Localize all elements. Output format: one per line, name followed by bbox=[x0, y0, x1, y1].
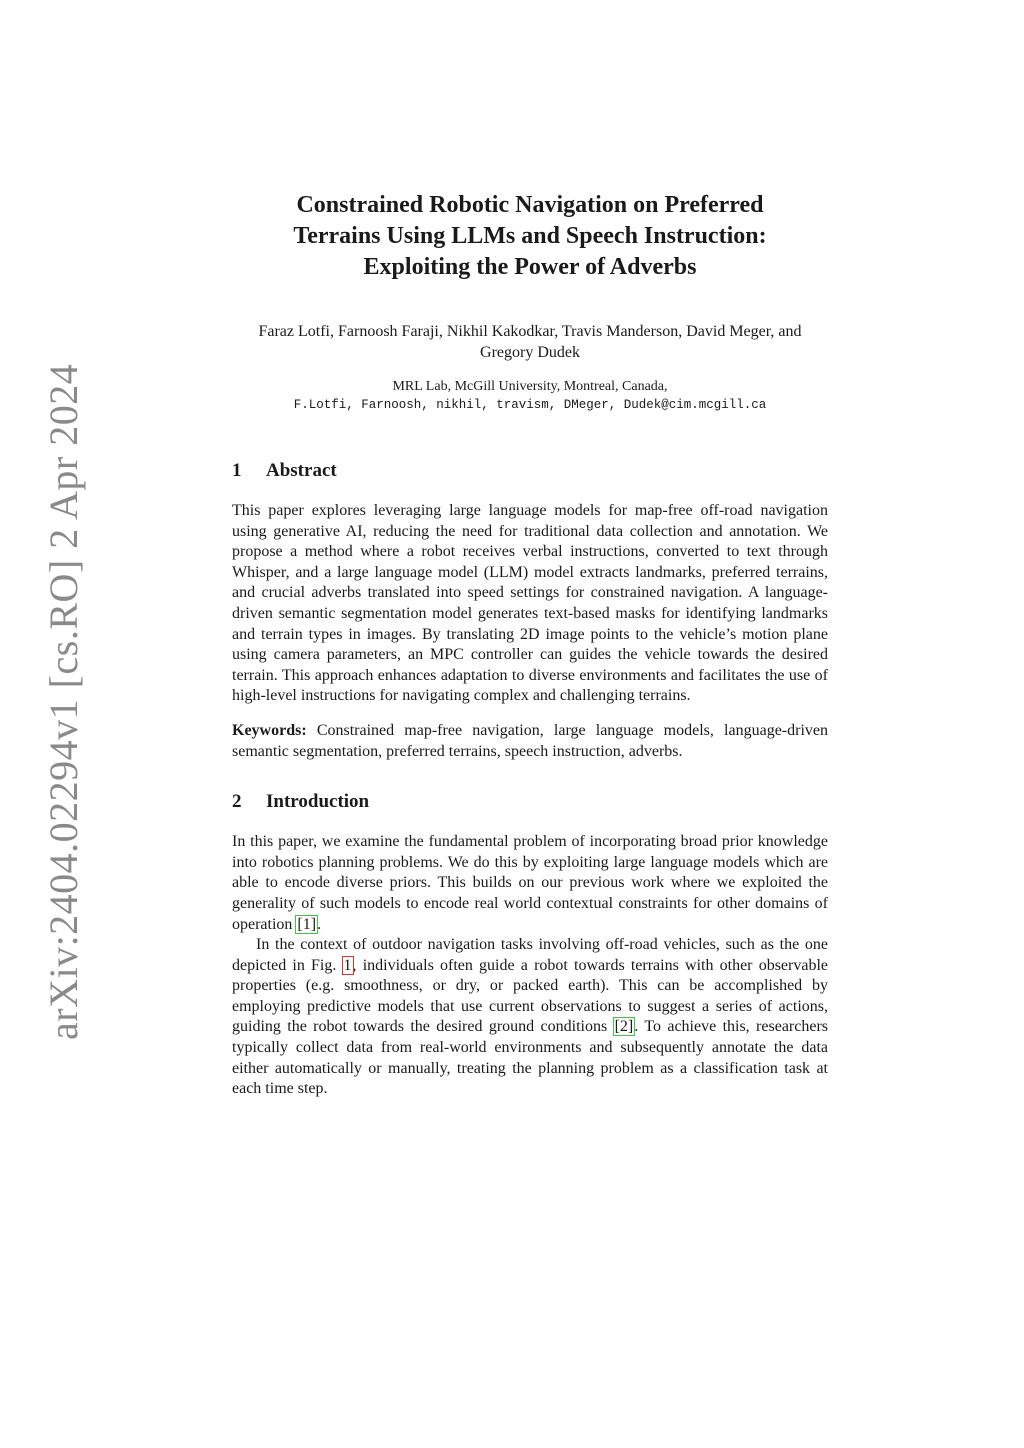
intro-p2-text-c: . To achieve this, researchers typically collect data from real-world environments and subsequently annotate the data either automatically or manually, treating the planning problem as a classification task at each time step. bbox=[232, 1018, 828, 1098]
section-number: 2 bbox=[232, 791, 242, 813]
paper-title bbox=[232, 190, 828, 283]
section-title: Introduction bbox=[266, 791, 370, 813]
keywords-text: Constrained map-free navigation, large language models, language-driven semantic segmentation, preferred terrains, speech instruction, adverbs. bbox=[232, 721, 829, 760]
figure-ref-link[interactable]: 1 bbox=[343, 956, 352, 974]
author-emails: F.Lotfi, Farnoosh, nikhil, travism, DMeger, Dudek@cim.mcgill.ca bbox=[293, 398, 767, 412]
section-number: 1 bbox=[232, 460, 242, 481]
introduction-heading bbox=[232, 790, 828, 814]
title-line-2: Terrains Using LLMs and Speech Instruction: bbox=[293, 223, 767, 249]
abstract-text: This paper explores leveraging large language models for map-free off-road navigation using generative AI, reducing the need for traditional data collection and annotation. We propose a method where a robot receives verbal instructions, converted to text through Whisper, and a large language model (LLM) model extracts landmarks, preferred terrains, and crucial adverbs translated into speed settings for constrained navigation. A language-driven semantic segmentation model generates text-based masks for identifying landmarks and terrain types in images. By translating 2D image points to the vehicle’s motion plane using camera parameters, an MPC controller can guides the vehicle towards the desired terrain. This approach enhances adaptation to diverse environments and facilitates the use of high-level instructions for navigating complex and challenging terrains. bbox=[232, 502, 828, 705]
citation-link[interactable]: [1] bbox=[297, 915, 317, 933]
citation-link[interactable]: [2] bbox=[614, 1018, 634, 1036]
abstract-heading bbox=[232, 459, 828, 483]
arxiv-stamp: arXiv:2404.02294v1 [cs.RO] 2 Apr 2024 bbox=[41, 363, 86, 1040]
author-list: Faraz Lotfi, Farnoosh Faraji, Nikhil Kakodkar, Travis Manderson, David Meger, and Gregory Dudek bbox=[258, 323, 802, 361]
keywords bbox=[232, 721, 828, 762]
affiliation: MRL Lab, McGill University, Montreal, Canada, bbox=[392, 379, 668, 394]
intro-paragraph-1 bbox=[232, 832, 828, 935]
intro-p1-end: . bbox=[317, 915, 322, 933]
intro-paragraph-2 bbox=[232, 935, 828, 1100]
intro-p2-text-b: , individuals often guide a robot towards terrains with other observable properties (e.g. smoothness, or dry, or packed earth). This can be accomplished by employing predictive models that use current observations to suggest a series of actions, guiding the robot towards the desired ground conditions bbox=[232, 956, 828, 1036]
keywords-label: Keywords: bbox=[232, 721, 307, 739]
title-line-3: Exploiting the Power of Adverbs bbox=[363, 254, 697, 280]
intro-p2-text-a: In the context of outdoor navigation tasks involving off-road vehicles, such as the one depicted in Fig. bbox=[232, 936, 828, 974]
intro-p1-text: In this paper, we examine the fundamental problem of incorporating broad prior knowledge into robotics planning problems. We do this by exploiting large language models which are able to encode diverse priors. This builds on our previous work where we exploited the generality of such models to encode real world contextual constraints for other domains of operation bbox=[232, 833, 828, 933]
title-line-1: Constrained Robotic Navigation on Preferred bbox=[296, 192, 764, 218]
section-title: Abstract bbox=[266, 460, 337, 481]
paper-page bbox=[232, 190, 828, 1100]
